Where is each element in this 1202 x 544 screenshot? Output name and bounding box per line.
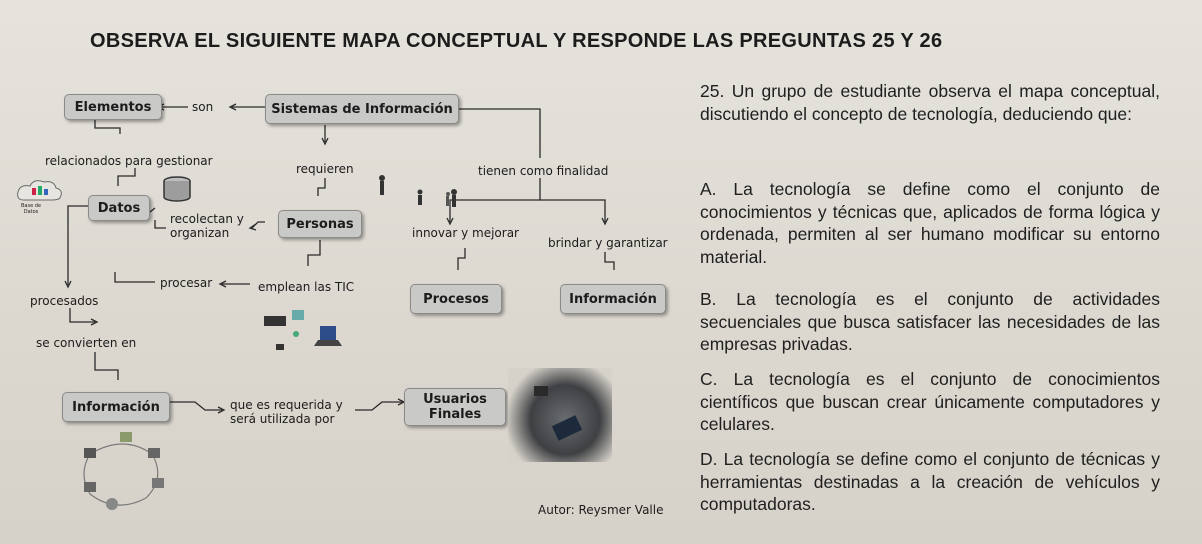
- option-c-text: C. La tecnología es el conjunto de conocimientos científicos que buscan crear únicamente computadores y celulares.: [700, 369, 1160, 434]
- finalidad-label: tienen como finalidad: [478, 164, 609, 178]
- people-icon: [372, 170, 462, 208]
- relacionados-label: relacionados para gestionar: [45, 154, 213, 168]
- question-25: [700, 80, 1160, 125]
- usuarios-box: [404, 388, 506, 426]
- database-icon: [162, 176, 192, 202]
- datos-label: Datos: [97, 200, 141, 216]
- base-datos-label: Base de Datos: [20, 203, 41, 215]
- elementos-label: Elementos: [74, 99, 152, 115]
- cloud-database-icon: [14, 178, 66, 204]
- informacion-box: [62, 392, 170, 422]
- informacion-right-label: Información: [569, 291, 657, 307]
- question-stem: 25. Un grupo de estudiante observa el mapa conceptual, discutiendo el concepto de tecnología, deduciendo que:: [700, 81, 1160, 124]
- informacion-box-right: [560, 284, 666, 314]
- procesar-label: procesar: [160, 276, 213, 290]
- procesos-box: [410, 284, 502, 314]
- recolectan-label: recolectan y organizan: [170, 212, 244, 240]
- option-a-text: A. La tecnología se define como el conjunto de conocimientos y técnicas que, aplicados de forma lógica y ordenada, permiten al ser humano modificar su entorno material.: [700, 179, 1160, 267]
- informacion-label: Información: [72, 399, 160, 415]
- devices-icon: [262, 308, 344, 364]
- usuarios-label: Usuarios Finales: [423, 392, 487, 422]
- procesos-label: Procesos: [423, 291, 489, 307]
- procesados-label: procesados: [30, 294, 99, 308]
- sistemas-label: Sistemas de Información: [271, 101, 453, 117]
- network-icon: [76, 432, 172, 514]
- option-a[interactable]: [700, 178, 1160, 268]
- option-b-text: B. La tecnología es el conjunto de actividades secuenciales que busca satisfacer las necesidades de las empresas privadas.: [700, 289, 1160, 354]
- author-credit: Autor: Reysmer Valle: [538, 503, 664, 517]
- son-label: son: [192, 100, 214, 114]
- brindar-label: brindar y garantizar: [548, 236, 668, 250]
- requerida-label: que es requerida y será utilizada por: [230, 398, 343, 426]
- datos-box: [88, 195, 150, 221]
- option-c[interactable]: [700, 368, 1160, 436]
- users-laptop-photo: [508, 368, 612, 462]
- emplean-label: emplean las TIC: [258, 280, 355, 294]
- personas-box: [278, 210, 362, 238]
- se-convierten-label: se convierten en: [36, 336, 137, 350]
- elementos-box: [64, 94, 162, 120]
- option-d-text: D. La tecnología se define como el conjunto de técnicas y herramientas destinadas a la creación de vehículos y computadoras.: [700, 449, 1160, 514]
- option-b[interactable]: [700, 288, 1160, 356]
- page-title: OBSERVA EL SIGUIENTE MAPA CONCEPTUAL Y RESPONDE LAS PREGUNTAS 25 Y 26: [90, 30, 943, 52]
- personas-label: Personas: [286, 216, 354, 232]
- option-d[interactable]: [700, 448, 1160, 516]
- sistemas-box: [265, 94, 459, 124]
- innovar-label: innovar y mejorar: [412, 226, 519, 240]
- requieren-label: requieren: [296, 162, 354, 176]
